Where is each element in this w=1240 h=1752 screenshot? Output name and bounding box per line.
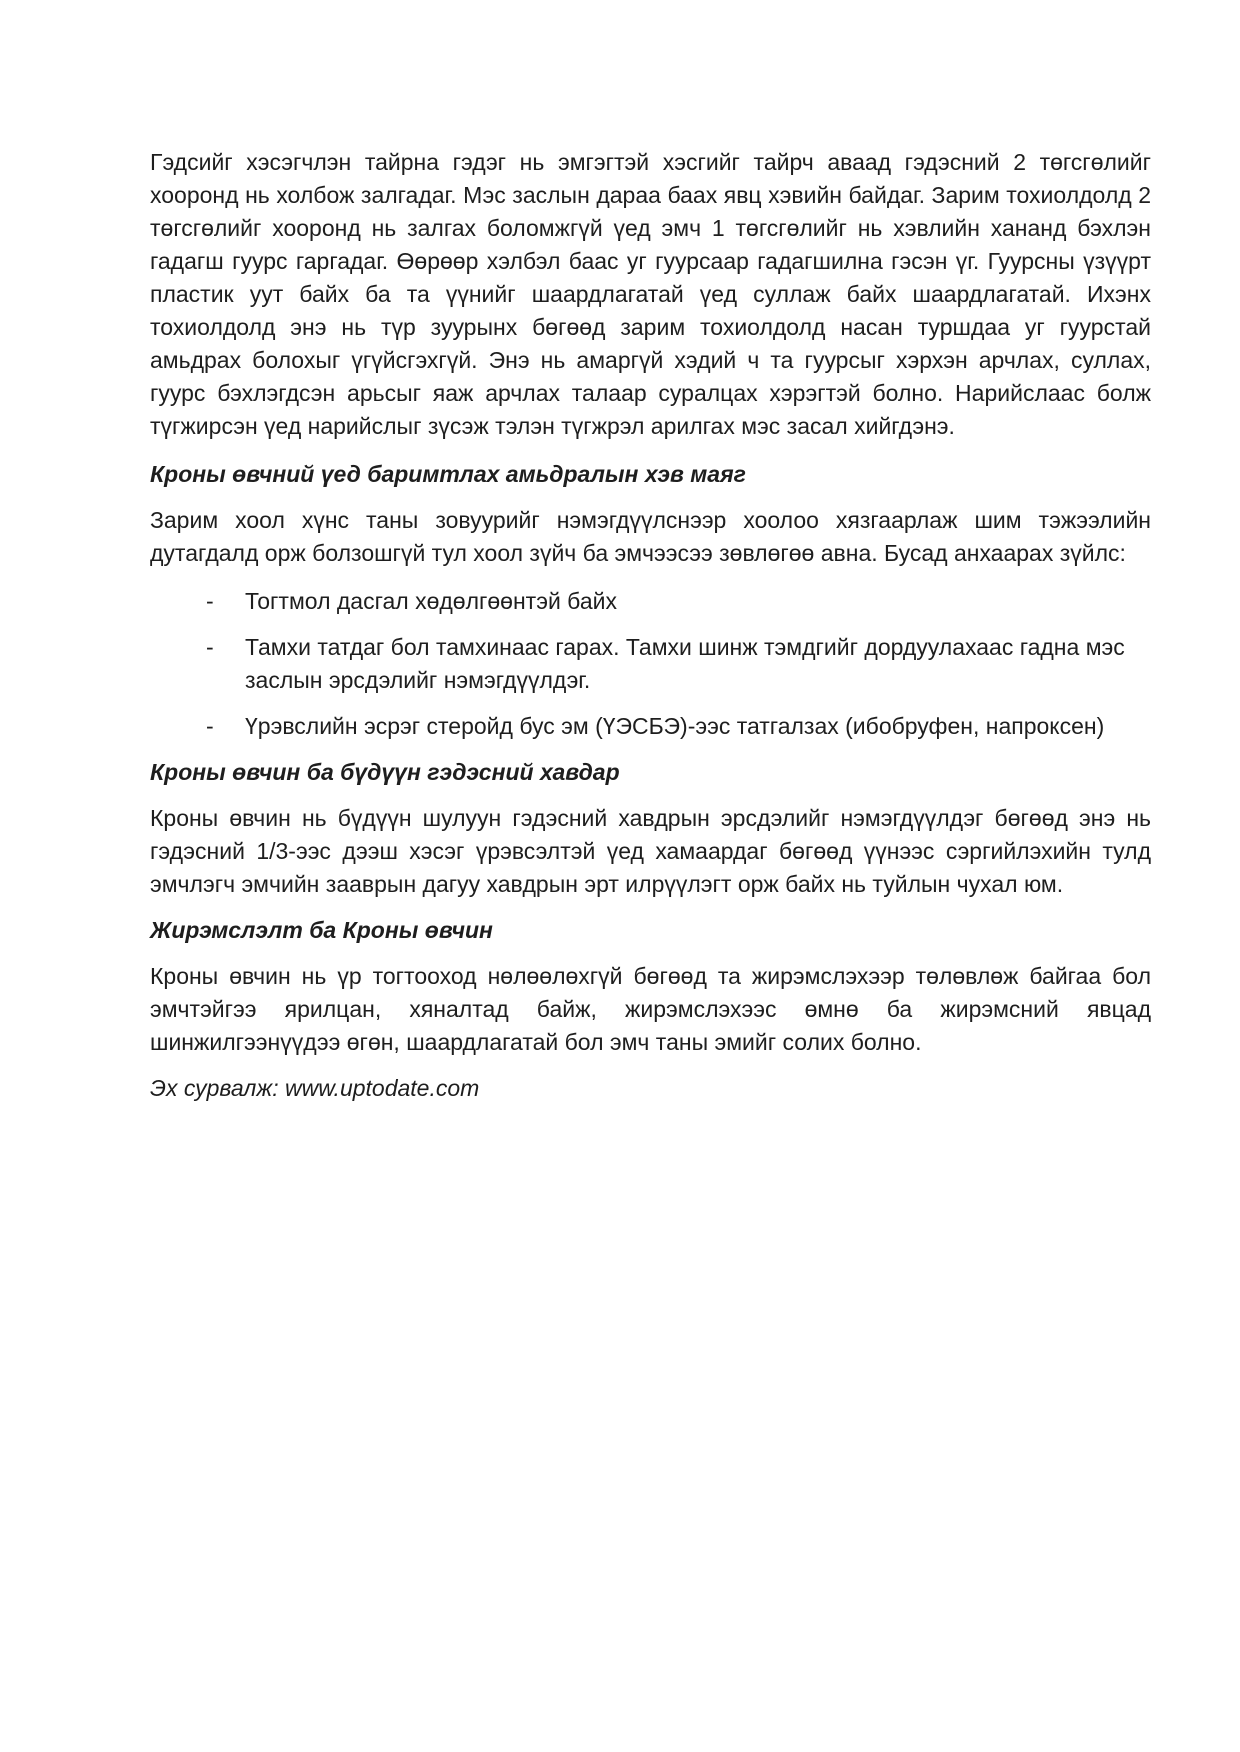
list-item-text: Тамхи татдаг бол тамхинаас гарах. Тамхи шинж тэмдгийг дордуулахаас гадна мэс заслын эрсдэлийг нэмэгдүүлдэг. xyxy=(245,634,1125,693)
list-item xyxy=(150,631,1151,697)
section-heading-pregnancy: Жирэмслэлт ба Кроны өвчин xyxy=(150,917,493,943)
pregnancy-paragraph: Кроны өвчин нь үр тогтооход нөлөөлөхгүй бөгөөд та жирэмслэхээр төлөвлөж байгаа бол эмчтэйгээ ярилцан, хяналтад байж, жирэмслэхээс өмнө ба жирэмсний явцад шинжилгээнүүдээ өгөн, шаардлагатай бол эмч таны эмийг солих болно. xyxy=(150,963,1151,1055)
lifestyle-paragraph: Зарим хоол хүнс таны зовуурийг нэмэгдүүлснээр хоолоо хязгаарлаж шим тэжээлийн дутагдалд орж болзошгүй тул хоол зүйч ба эмчээсээ зөвлөгөө авна. Бусад анхаарах зүйлс: xyxy=(150,507,1151,566)
section-heading-lifestyle: Кроны өвчний үед баримтлах амьдралын хэв маяг xyxy=(150,461,746,487)
section-heading-cancer: Кроны өвчин ба бүдүүн гэдэсний хавдар xyxy=(150,759,620,785)
list-dash: - xyxy=(206,713,214,739)
list-item-text: Үрэвслийн эсрэг стеройд бус эм (ҮЭСБЭ)-ээс татгалзах (ибобруфен, напроксен) xyxy=(245,713,1105,739)
intro-paragraph: Гэдсийг хэсэгчлэн тайрна гэдэг нь эмгэгтэй хэсгийг тайрч аваад гэдэсний 2 төгсгөлийг хооронд нь холбож залгадаг. Мэс заслын дараа баах явц хэвийн байдаг. Зарим тохиолдолд 2 төгсгөлийг хооронд нь залгах боломжгүй үед эмч 1 төгсгөлийг нь хэвлийн хананд бэхлэн гадагш гуурс гаргадаг. Өөрөөр хэлбэл баас уг гуурсаар гадагшилна гэсэн үг. Гуурсны үзүүрт пластик уут байх ба та үүнийг шаардлагатай үед суллаж байх шаардлагатай. Ихэнх тохиолдолд энэ нь түр зуурынх бөгөөд зарим тохиолдолд насан туршдаа уг гуурстай амьдрах болохыг үгүйсгэхгүй. Энэ нь амаргүй хэдий ч та гуурсыг хэрхэн арчлах, суллах, гуурс бэхлэгдсэн арьсыг яаж арчлах талаар суралцах хэрэгтэй болно. Нарийслаас болж түгжирсэн үед нарийслыг зүсэж тэлэн түгжрэл арилгах мэс засал хийгдэнэ. xyxy=(150,149,1151,439)
list-dash: - xyxy=(206,634,214,660)
lifestyle-list xyxy=(150,585,1151,743)
list-item xyxy=(150,585,1151,618)
list-item xyxy=(150,710,1151,743)
source-citation: Эх сурвалж: www.uptodate.com xyxy=(150,1075,480,1101)
document-page xyxy=(150,146,1151,1105)
cancer-paragraph: Кроны өвчин нь бүдүүн шулуун гэдэсний хавдрын эрсдэлийг нэмэгдүүлдэг бөгөөд энэ нь гэдэсний 1/3-ээс дээш хэсэг үрэвсэлтэй үед хамаардаг бөгөөд үүнээс сэргийлэхийн тулд эмчлэгч эмчийн зааврын дагуу хавдрын эрт илрүүлэгт орж байх нь туйлын чухал юм. xyxy=(150,805,1151,897)
list-dash: - xyxy=(206,588,214,614)
list-item-text: Тогтмол дасгал хөдөлгөөнтэй байх xyxy=(245,588,617,614)
